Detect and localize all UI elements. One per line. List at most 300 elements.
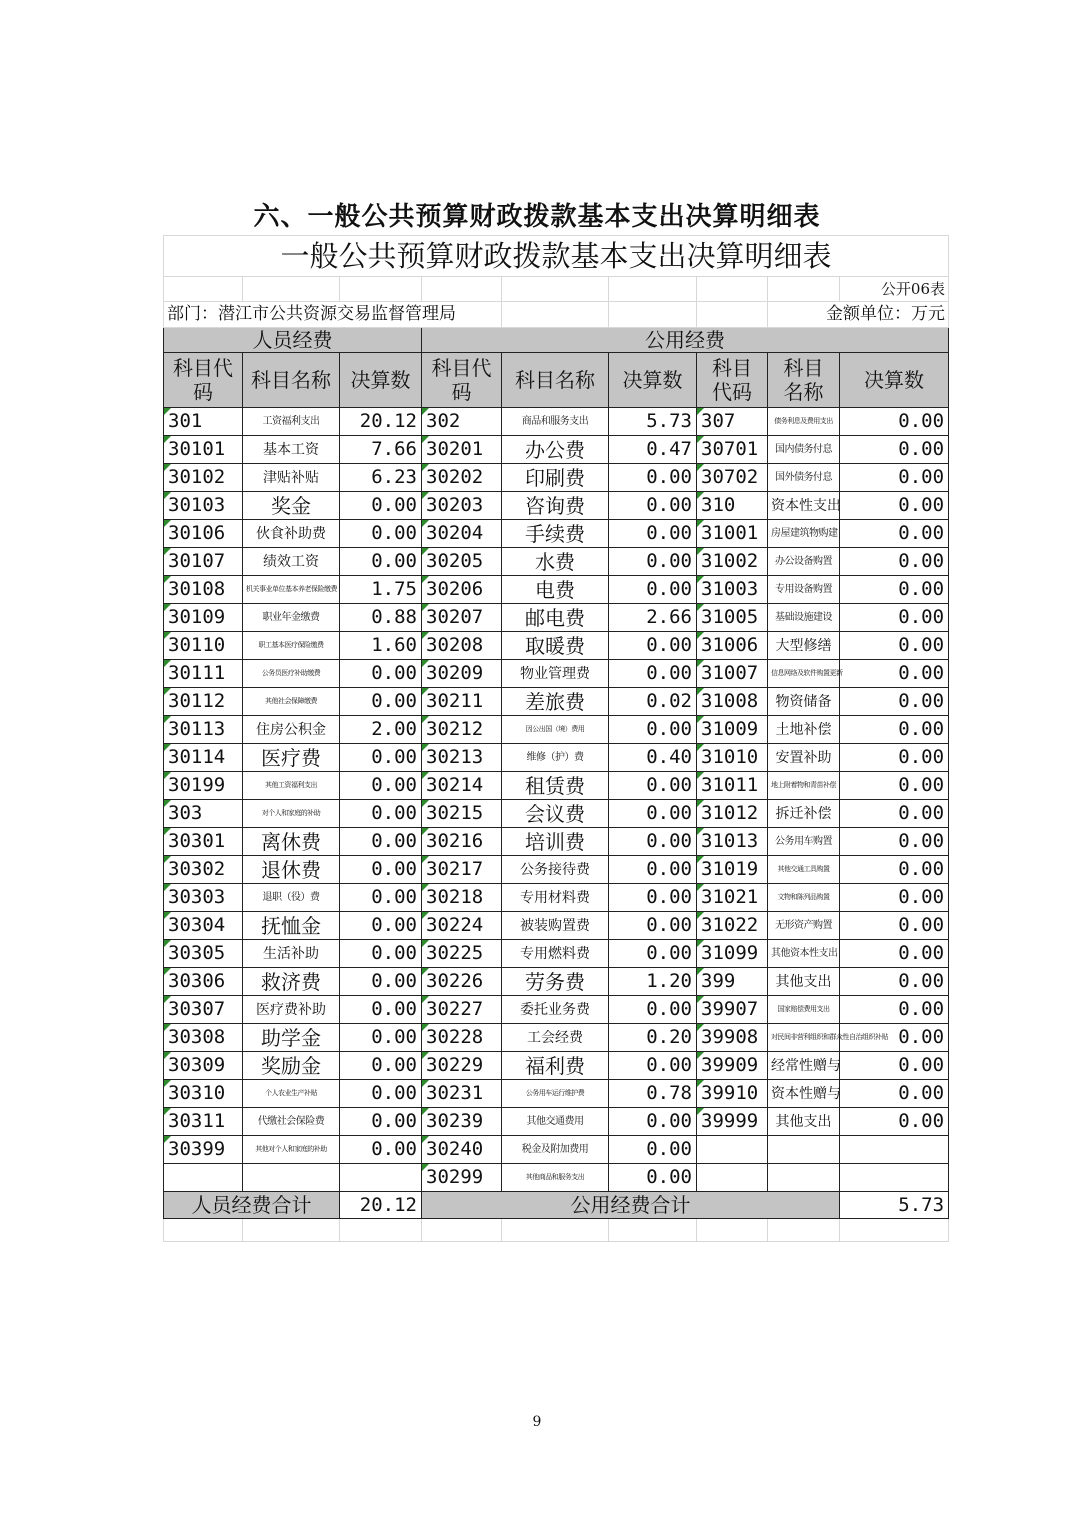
subject-name: 工会经费	[502, 1024, 609, 1052]
amount-value: 0.00	[609, 1136, 697, 1164]
subject-code: 30107	[164, 548, 243, 576]
amount-value: 0.00	[840, 800, 949, 828]
subject-name: 对个人和家庭的补助	[243, 800, 340, 828]
table-row	[164, 744, 949, 772]
amount-value: 5.73	[609, 408, 697, 436]
subject-name: 土地补偿	[768, 716, 840, 744]
subject-name: 公务用车购置	[768, 828, 840, 856]
table-row	[164, 408, 949, 436]
subject-name: 房屋建筑物购建	[768, 520, 840, 548]
col-header-code-3: 科目代码	[697, 353, 768, 408]
subject-code: 30309	[164, 1052, 243, 1080]
amount-value: 0.00	[840, 884, 949, 912]
subject-name: 税金及附加费用	[502, 1136, 609, 1164]
table-row	[164, 1024, 949, 1052]
subject-code: 30218	[422, 884, 502, 912]
subject-name: 劳务费	[502, 968, 609, 996]
subject-name: 其他对个人和家庭的补助	[243, 1136, 340, 1164]
subject-code: 30101	[164, 436, 243, 464]
table-row	[164, 604, 949, 632]
subject-code	[697, 1164, 768, 1192]
table-row	[164, 828, 949, 856]
amount-value: 0.00	[340, 1024, 422, 1052]
amount-value: 0.47	[609, 436, 697, 464]
subject-name: 无形资产购置	[768, 912, 840, 940]
amount-value: 0.00	[340, 856, 422, 884]
subject-name: 商品和服务支出	[502, 408, 609, 436]
subject-name: 国家赔偿费用支出	[768, 996, 840, 1024]
subject-code: 30301	[164, 828, 243, 856]
subject-name: 因公出国（境）费用	[502, 716, 609, 744]
subject-name: 对民间非营利组织和群众性自治组织补贴	[768, 1024, 840, 1052]
amount-value: 0.00	[609, 660, 697, 688]
amount-value: 0.40	[609, 744, 697, 772]
amount-value: 0.00	[609, 1164, 697, 1192]
subject-name: 基本工资	[243, 436, 340, 464]
subject-name: 救济费	[243, 968, 340, 996]
subject-name: 大型修缮	[768, 632, 840, 660]
subject-code: 30208	[422, 632, 502, 660]
amount-value: 0.00	[340, 744, 422, 772]
subject-name: 工资福利支出	[243, 408, 340, 436]
amount-value: 0.00	[840, 604, 949, 632]
table-row	[164, 1052, 949, 1080]
subject-code: 30206	[422, 576, 502, 604]
amount-value: 0.00	[840, 716, 949, 744]
subject-name: 其他社会保障缴费	[243, 688, 340, 716]
subject-code: 30111	[164, 660, 243, 688]
subject-code: 399	[697, 968, 768, 996]
subject-code: 39909	[697, 1052, 768, 1080]
amount-value: 0.00	[340, 884, 422, 912]
amount-value: 0.00	[340, 1136, 422, 1164]
subject-code: 31010	[697, 744, 768, 772]
amount-value: 0.00	[609, 576, 697, 604]
table-row	[164, 436, 949, 464]
col-header-code-2: 科目代码	[422, 353, 502, 408]
subject-name: 租赁费	[502, 772, 609, 800]
subject-name: 物业管理费	[502, 660, 609, 688]
amount-value: 0.00	[609, 716, 697, 744]
amount-value	[340, 1164, 422, 1192]
subject-name: 个人农业生产补贴	[243, 1080, 340, 1108]
subject-name: 地上附着物和青苗补偿	[768, 772, 840, 800]
subject-name: 资本性支出	[768, 492, 840, 520]
subject-name: 代缴社会保险费	[243, 1108, 340, 1136]
subject-name: 医疗费	[243, 744, 340, 772]
table-row	[164, 1136, 949, 1164]
subject-name: 委托业务费	[502, 996, 609, 1024]
amount-value: 0.00	[609, 548, 697, 576]
subject-code: 302	[422, 408, 502, 436]
amount-value: 0.00	[340, 996, 422, 1024]
subject-name: 取暖费	[502, 632, 609, 660]
table-row	[164, 800, 949, 828]
amount-value: 0.00	[840, 408, 949, 436]
subject-code: 30114	[164, 744, 243, 772]
budget-detail-table	[163, 235, 949, 1242]
subject-code: 30199	[164, 772, 243, 800]
page-heading: 六、一般公共预算财政拨款基本支出决算明细表	[253, 202, 821, 232]
subject-name: 经常性赠与	[768, 1052, 840, 1080]
table-row	[164, 1164, 949, 1192]
subject-name: 其他支出	[768, 968, 840, 996]
table-row	[164, 772, 949, 800]
subject-name: 会议费	[502, 800, 609, 828]
amount-value: 1.75	[340, 576, 422, 604]
subject-name: 公务接待费	[502, 856, 609, 884]
col-header-amount-1: 决算数	[340, 353, 422, 408]
subject-code: 31009	[697, 716, 768, 744]
subject-code: 310	[697, 492, 768, 520]
amount-value: 0.00	[340, 520, 422, 548]
col-header-name-3: 科目名称	[768, 353, 840, 408]
subject-name: 维修（护）费	[502, 744, 609, 772]
subject-code: 30214	[422, 772, 502, 800]
unit-label: 金额单位：万元	[768, 302, 949, 328]
subject-name: 基础设施建设	[768, 604, 840, 632]
amount-value: 0.00	[840, 576, 949, 604]
subject-name: 差旅费	[502, 688, 609, 716]
subject-code: 31099	[697, 940, 768, 968]
amount-value: 0.00	[340, 660, 422, 688]
subject-code: 30239	[422, 1108, 502, 1136]
subject-code: 31022	[697, 912, 768, 940]
amount-value: 0.00	[840, 520, 949, 548]
subject-name	[768, 1136, 840, 1164]
subject-code: 30304	[164, 912, 243, 940]
subject-code: 39908	[697, 1024, 768, 1052]
subject-code: 30225	[422, 940, 502, 968]
subject-code: 30240	[422, 1136, 502, 1164]
subject-name: 国内债务付息	[768, 436, 840, 464]
subject-code: 31002	[697, 548, 768, 576]
table-row	[164, 632, 949, 660]
amount-value: 0.00	[340, 688, 422, 716]
subject-code: 303	[164, 800, 243, 828]
subject-name: 公务用车运行维护费	[502, 1080, 609, 1108]
subject-code: 30203	[422, 492, 502, 520]
subject-code: 31011	[697, 772, 768, 800]
subject-code: 30306	[164, 968, 243, 996]
subject-code: 30215	[422, 800, 502, 828]
amount-value: 0.00	[609, 1052, 697, 1080]
subject-name: 公务员医疗补助缴费	[243, 660, 340, 688]
subject-code: 31013	[697, 828, 768, 856]
subject-code: 31019	[697, 856, 768, 884]
subject-code: 30311	[164, 1108, 243, 1136]
col-header-name-1: 科目名称	[243, 353, 340, 408]
subject-code: 30112	[164, 688, 243, 716]
amount-value: 0.00	[840, 912, 949, 940]
subject-name: 被装购置费	[502, 912, 609, 940]
subject-code: 30227	[422, 996, 502, 1024]
subject-code: 30702	[697, 464, 768, 492]
subject-name: 医疗费补助	[243, 996, 340, 1024]
subject-code: 39910	[697, 1080, 768, 1108]
amount-value: 2.66	[609, 604, 697, 632]
subject-name: 国外债务付息	[768, 464, 840, 492]
table-row	[164, 996, 949, 1024]
amount-value: 0.00	[840, 1108, 949, 1136]
subject-name: 职工基本医疗保险缴费	[243, 632, 340, 660]
subject-code: 30110	[164, 632, 243, 660]
table-row	[164, 464, 949, 492]
subject-name: 电费	[502, 576, 609, 604]
table-row	[164, 1108, 949, 1136]
subject-name: 绩效工资	[243, 548, 340, 576]
amount-value: 0.00	[340, 492, 422, 520]
subject-name: 其他资本性支出	[768, 940, 840, 968]
table-title: 一般公共预算财政拨款基本支出决算明细表	[164, 236, 949, 277]
amount-value: 0.00	[609, 912, 697, 940]
subject-code: 30202	[422, 464, 502, 492]
col-header-name-2: 科目名称	[502, 353, 609, 408]
amount-value: 0.00	[609, 800, 697, 828]
subject-name: 其他工资福利支出	[243, 772, 340, 800]
subject-name: 拆迁补偿	[768, 800, 840, 828]
subject-code: 301	[164, 408, 243, 436]
amount-value: 0.00	[340, 1080, 422, 1108]
table-row	[164, 884, 949, 912]
amount-value: 0.00	[840, 492, 949, 520]
subject-name: 职业年金缴费	[243, 604, 340, 632]
amount-value: 0.00	[609, 772, 697, 800]
page-number: 9	[532, 1414, 542, 1430]
subject-name	[243, 1164, 340, 1192]
amount-value: 0.78	[609, 1080, 697, 1108]
amount-value: 0.00	[840, 464, 949, 492]
subject-code: 30209	[422, 660, 502, 688]
amount-value: 0.00	[840, 688, 949, 716]
subject-code: 30212	[422, 716, 502, 744]
subject-code: 31003	[697, 576, 768, 604]
subject-name: 专用燃料费	[502, 940, 609, 968]
table-row	[164, 520, 949, 548]
amount-value: 0.00	[840, 548, 949, 576]
table-row	[164, 660, 949, 688]
subject-name: 咨询费	[502, 492, 609, 520]
amount-value: 0.00	[609, 520, 697, 548]
subject-code: 30231	[422, 1080, 502, 1108]
subject-code: 30109	[164, 604, 243, 632]
col-header-amount-2: 决算数	[609, 353, 697, 408]
subject-code: 31021	[697, 884, 768, 912]
table-row	[164, 548, 949, 576]
subject-code: 30205	[422, 548, 502, 576]
subject-code: 39907	[697, 996, 768, 1024]
table-row	[164, 1080, 949, 1108]
subject-code: 31007	[697, 660, 768, 688]
subject-name: 其他交通费用	[502, 1108, 609, 1136]
subject-code: 30226	[422, 968, 502, 996]
amount-value: 0.00	[609, 464, 697, 492]
subject-name: 奖励金	[243, 1052, 340, 1080]
subject-name: 专用设备购置	[768, 576, 840, 604]
public-total-label: 公用经费合计	[422, 1192, 840, 1219]
amount-value	[840, 1136, 949, 1164]
subject-code: 31005	[697, 604, 768, 632]
amount-value: 0.00	[340, 772, 422, 800]
amount-value: 0.00	[609, 1108, 697, 1136]
subject-code: 30228	[422, 1024, 502, 1052]
subject-code: 30308	[164, 1024, 243, 1052]
subject-code: 30217	[422, 856, 502, 884]
section-public-header: 公用经费	[422, 328, 949, 353]
personnel-total-value: 20.12	[340, 1192, 422, 1219]
amount-value: 0.00	[340, 940, 422, 968]
subject-code: 30307	[164, 996, 243, 1024]
subject-code	[697, 1136, 768, 1164]
subject-code: 31012	[697, 800, 768, 828]
subject-code: 30303	[164, 884, 243, 912]
subject-code: 30108	[164, 576, 243, 604]
amount-value: 0.00	[840, 828, 949, 856]
subject-name: 伙食补助费	[243, 520, 340, 548]
subject-name: 奖金	[243, 492, 340, 520]
amount-value: 0.00	[340, 968, 422, 996]
blank-row	[164, 1219, 949, 1242]
amount-value: 0.00	[609, 884, 697, 912]
col-header-code-1: 科目代码	[164, 353, 243, 408]
amount-value: 0.00	[340, 1052, 422, 1080]
subject-name: 福利费	[502, 1052, 609, 1080]
amount-value: 0.00	[340, 1108, 422, 1136]
amount-value: 1.20	[609, 968, 697, 996]
table-row	[164, 688, 949, 716]
subject-name: 住房公积金	[243, 716, 340, 744]
subject-code: 30224	[422, 912, 502, 940]
amount-value	[840, 1164, 949, 1192]
table-row	[164, 968, 949, 996]
subject-name: 手续费	[502, 520, 609, 548]
subject-code: 30701	[697, 436, 768, 464]
amount-value: 0.00	[840, 968, 949, 996]
subject-name: 津贴补贴	[243, 464, 340, 492]
amount-value: 0.88	[340, 604, 422, 632]
amount-value: 0.00	[609, 940, 697, 968]
subject-code: 30399	[164, 1136, 243, 1164]
totals-row	[164, 1192, 949, 1219]
budget-detail-sheet	[163, 235, 948, 1245]
amount-value: 0.00	[609, 996, 697, 1024]
amount-value: 0.00	[840, 1080, 949, 1108]
subject-name: 培训费	[502, 828, 609, 856]
amount-value: 0.00	[340, 800, 422, 828]
subject-name: 其他交通工具购置	[768, 856, 840, 884]
amount-value: 0.20	[609, 1024, 697, 1052]
amount-value: 0.00	[840, 856, 949, 884]
subject-name: 专用材料费	[502, 884, 609, 912]
table-row	[164, 716, 949, 744]
subject-code: 30305	[164, 940, 243, 968]
amount-value: 0.00	[840, 744, 949, 772]
subject-name: 退职（役）费	[243, 884, 340, 912]
subject-name: 离休费	[243, 828, 340, 856]
subject-code: 31008	[697, 688, 768, 716]
subject-code: 30229	[422, 1052, 502, 1080]
amount-value: 0.02	[609, 688, 697, 716]
subject-code: 30302	[164, 856, 243, 884]
subject-name: 机关事业单位基本养老保险缴费	[243, 576, 340, 604]
amount-value: 0.00	[609, 856, 697, 884]
amount-value: 20.12	[340, 408, 422, 436]
amount-value: 7.66	[340, 436, 422, 464]
subject-name: 安置补助	[768, 744, 840, 772]
public-total-value: 5.73	[840, 1192, 949, 1219]
subject-name: 助学金	[243, 1024, 340, 1052]
subject-code: 30201	[422, 436, 502, 464]
subject-name: 债务利息及费用支出	[768, 408, 840, 436]
amount-value: 0.00	[840, 772, 949, 800]
subject-name: 其他商品和服务支出	[502, 1164, 609, 1192]
subject-code: 30103	[164, 492, 243, 520]
section-personnel-header: 人员经费	[164, 328, 422, 353]
subject-code: 30299	[422, 1164, 502, 1192]
subject-name: 退休费	[243, 856, 340, 884]
subject-code: 30113	[164, 716, 243, 744]
amount-value: 0.00	[840, 436, 949, 464]
subject-code: 31006	[697, 632, 768, 660]
subject-name: 信息网络及软件购置更新	[768, 660, 840, 688]
amount-value: 0.00	[840, 632, 949, 660]
subject-name: 生活补助	[243, 940, 340, 968]
col-header-amount-3: 决算数	[840, 353, 949, 408]
subject-code: 31001	[697, 520, 768, 548]
amount-value: 1.60	[340, 632, 422, 660]
table-row	[164, 492, 949, 520]
amount-value: 0.00	[840, 1052, 949, 1080]
subject-name: 抚恤金	[243, 912, 340, 940]
personnel-total-label: 人员经费合计	[164, 1192, 340, 1219]
subject-code: 30207	[422, 604, 502, 632]
subject-code: 30106	[164, 520, 243, 548]
amount-value: 0.00	[840, 1024, 949, 1052]
table-row	[164, 940, 949, 968]
subject-name: 水费	[502, 548, 609, 576]
amount-value: 0.00	[840, 940, 949, 968]
amount-value: 2.00	[340, 716, 422, 744]
subject-code: 30213	[422, 744, 502, 772]
amount-value: 0.00	[609, 632, 697, 660]
amount-value: 6.23	[340, 464, 422, 492]
table-row	[164, 576, 949, 604]
table-row	[164, 856, 949, 884]
subject-code: 30204	[422, 520, 502, 548]
subject-name: 物资储备	[768, 688, 840, 716]
subject-name	[768, 1164, 840, 1192]
department-label: 部门：潜江市公共资源交易监督管理局	[164, 302, 502, 328]
subject-name: 办公费	[502, 436, 609, 464]
subject-code	[164, 1164, 243, 1192]
amount-value: 0.00	[840, 660, 949, 688]
amount-value: 0.00	[340, 548, 422, 576]
amount-value: 0.00	[609, 828, 697, 856]
table-row	[164, 912, 949, 940]
subject-name: 其他支出	[768, 1108, 840, 1136]
amount-value: 0.00	[609, 492, 697, 520]
subject-name: 印刷费	[502, 464, 609, 492]
subject-code: 39999	[697, 1108, 768, 1136]
amount-value: 0.00	[340, 828, 422, 856]
amount-value: 0.00	[340, 912, 422, 940]
subject-code: 30310	[164, 1080, 243, 1108]
subject-code: 30211	[422, 688, 502, 716]
subject-name: 邮电费	[502, 604, 609, 632]
subject-code: 30216	[422, 828, 502, 856]
amount-value: 0.00	[840, 996, 949, 1024]
subject-code: 30102	[164, 464, 243, 492]
